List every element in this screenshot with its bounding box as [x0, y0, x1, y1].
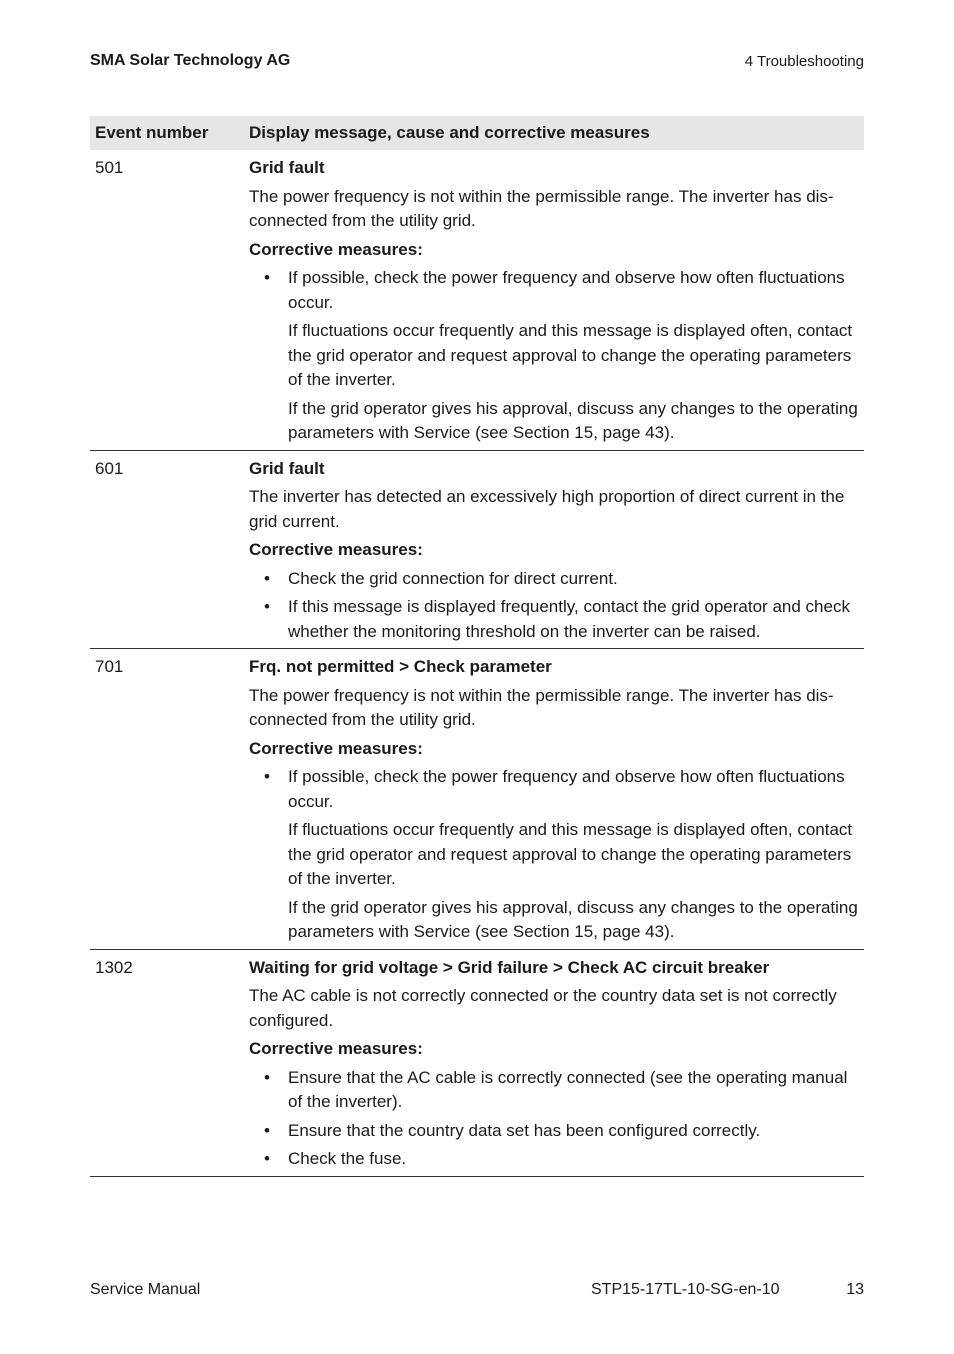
event-title: Grid fault	[249, 458, 325, 478]
bullet-icon: •	[264, 268, 270, 287]
footer-page-number: 13	[846, 1281, 864, 1298]
event-title: Frq. not permitted > Check parameter	[249, 657, 552, 676]
event-table	[90, 116, 864, 1177]
bullet-icon: •	[264, 568, 270, 588]
measure-item	[249, 266, 860, 315]
measure-text: If possible, check the power frequency and observe how often fluctuations occur.	[288, 268, 845, 312]
measure-item	[249, 595, 860, 644]
footer-doc-id: STP15-17TL-10-SG-en-10	[591, 1281, 780, 1298]
event-cause: The inverter has detected an excessively high proportion of direct current in the grid current.	[249, 487, 845, 531]
table-row	[90, 649, 864, 950]
event-cause: The power frequency is not within the permissible range. The inverter has dis-connected from the utility grid.	[249, 685, 834, 729]
table-row	[90, 950, 864, 1177]
measure-subtext: If fluctuations occur frequently and this message is displayed often, contact the grid operator and request approval to change the operating parameters of the inverter.	[288, 321, 853, 389]
header-section: 4 Troubleshooting	[744, 53, 864, 70]
bullet-icon: •	[264, 767, 270, 786]
event-number: 1302	[95, 957, 133, 977]
event-description	[249, 653, 864, 945]
measure-item	[249, 1147, 860, 1172]
col-display-message: Display message, cause and corrective measures	[249, 123, 650, 142]
event-number: 601	[95, 458, 124, 478]
measure-item	[249, 1066, 860, 1115]
bullet-icon: •	[264, 1067, 270, 1087]
measure-subtext: If fluctuations occur frequently and this message is displayed often, contact the grid operator and request approval to change the operating parameters of the inverter.	[288, 820, 853, 888]
measure-item	[249, 765, 860, 814]
bullet-icon: •	[264, 1120, 270, 1140]
event-title: Waiting for grid voltage > Grid failure > Check AC circuit breaker	[249, 957, 770, 977]
measure-item	[249, 1119, 860, 1144]
col-event-number: Event number	[95, 123, 209, 142]
table-row	[90, 451, 864, 650]
event-description	[249, 455, 864, 645]
event-description	[249, 954, 864, 1172]
measure-text: Check the grid connection for direct current.	[288, 568, 618, 588]
measure-text: If this message is displayed frequently, contact the grid operator and check whether the monitoring threshold on the inverter can be raised.	[288, 597, 850, 641]
measure-text: If possible, check the power frequency and observe how often fluctuations occur.	[288, 767, 845, 811]
bullet-icon: •	[264, 1149, 270, 1168]
event-title: Grid fault	[249, 158, 325, 177]
event-cause: The power frequency is not within the permissible range. The inverter has dis-connected from the utility grid.	[249, 186, 834, 230]
table-row	[90, 150, 864, 451]
measure-text: Ensure that the AC cable is correctly connected (see the operating manual of the inverter).	[288, 1067, 848, 1111]
bullet-icon: •	[264, 597, 270, 616]
event-description	[249, 154, 864, 446]
measure-item	[249, 567, 860, 592]
event-number: 501	[95, 158, 124, 177]
measure-text: Ensure that the country data set has been configured correctly.	[288, 1120, 761, 1140]
table-body	[90, 150, 864, 1177]
corrective-measures-label: Corrective measures:	[249, 540, 423, 559]
corrective-measures-label: Corrective measures:	[249, 1039, 423, 1058]
event-number: 701	[95, 657, 124, 676]
measure-subtext: If the grid operator gives his approval, discuss any changes to the operating parameters with Service (see Section 15, page 43).	[288, 398, 858, 442]
measure-text: Check the fuse.	[288, 1149, 407, 1168]
table-header	[90, 116, 864, 150]
header-company: SMA Solar Technology AG	[90, 52, 291, 69]
measure-subtext: If the grid operator gives his approval, discuss any changes to the operating parameters with Service (see Section 15, page 43).	[288, 897, 858, 941]
corrective-measures-label: Corrective measures:	[249, 239, 423, 259]
corrective-measures-label: Corrective measures:	[249, 738, 423, 758]
footer-manual: Service Manual	[90, 1281, 201, 1298]
event-cause: The AC cable is not correctly connected or the country data set is not correctly configured.	[249, 986, 837, 1030]
